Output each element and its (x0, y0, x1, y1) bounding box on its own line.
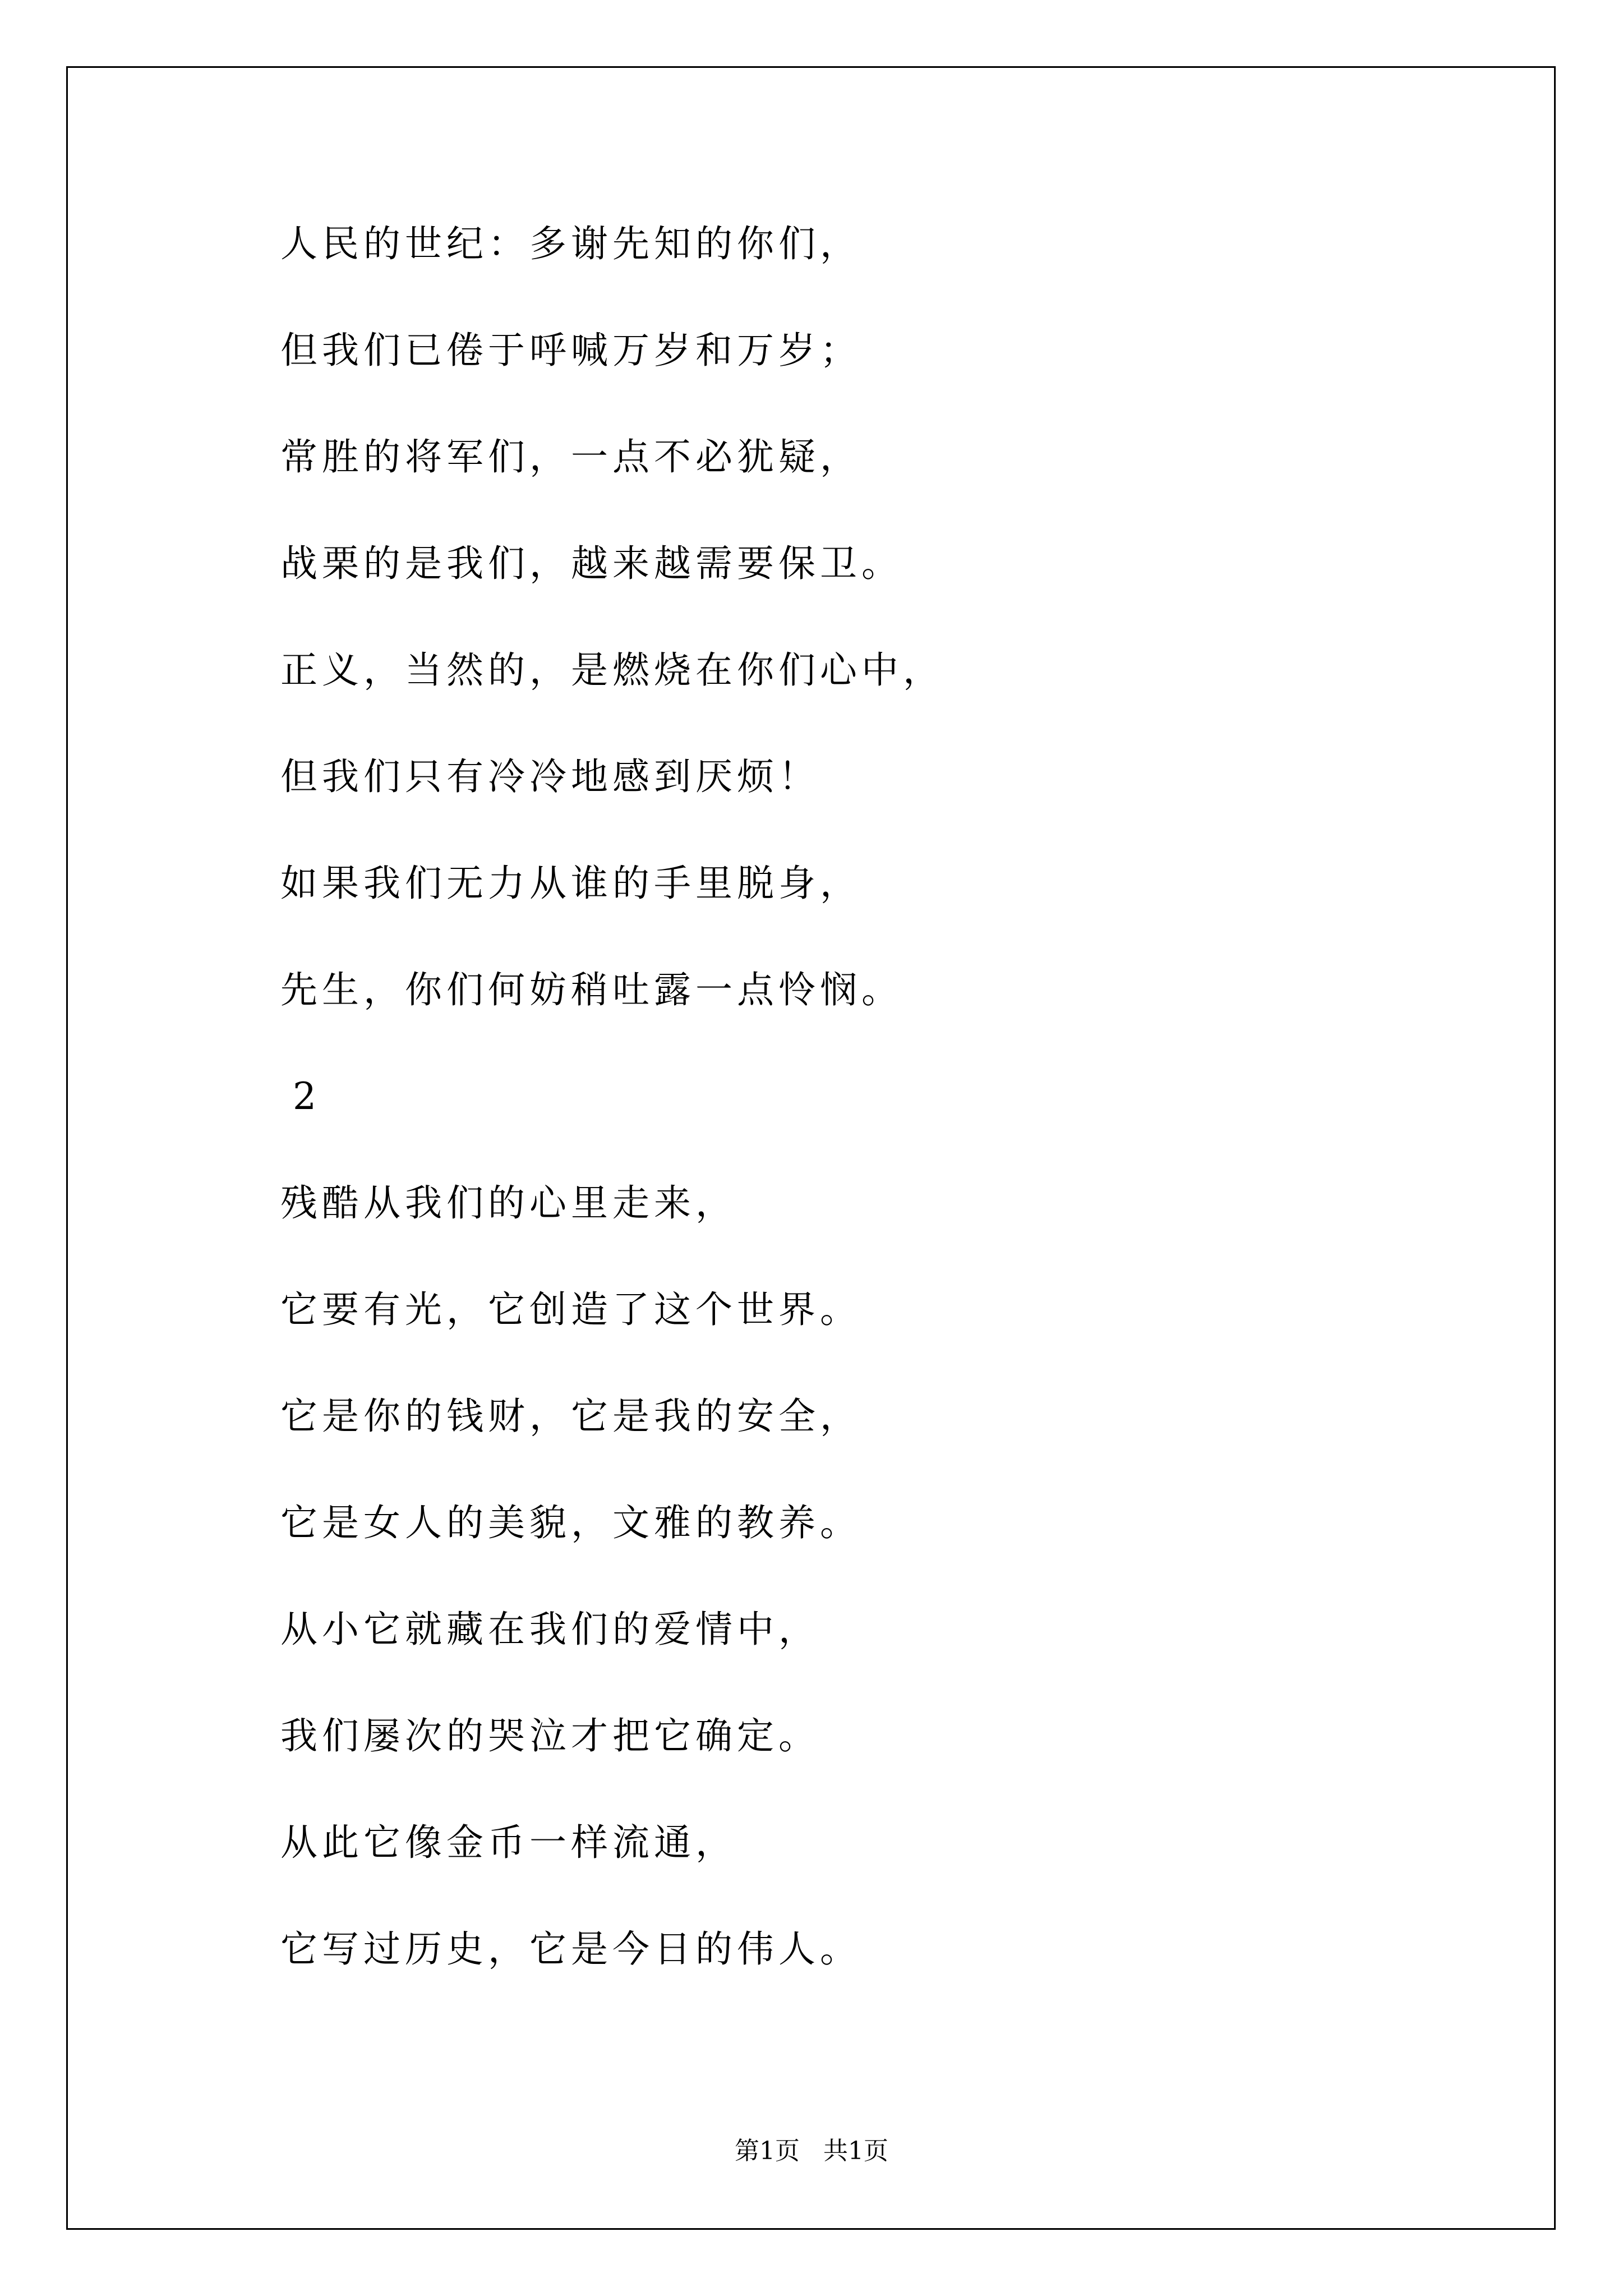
poem-line: 我们屡次的哭泣才把它确定。 (280, 1714, 820, 1757)
poem-line: 但我们只有冷冷地感到厌烦！ (280, 755, 820, 798)
poem-line: 常胜的将军们，一点不必犹疑， (280, 435, 861, 478)
section-number: 2 (293, 1075, 316, 1118)
poem-line: 从此它像金币一样流通， (280, 1821, 737, 1864)
page-footer: 第1页 共1页 (735, 2137, 888, 2165)
poem-line: 先生，你们何妨稍吐露一点怜悯。 (280, 968, 903, 1011)
poem-line: 正义，当然的，是燃烧在你们心中， (280, 648, 944, 692)
poem-line: 但我们已倦于呼喊万岁和万岁； (280, 329, 861, 372)
poem-line: 如果我们无力从谁的手里脱身， (280, 862, 861, 905)
poem-body (280, 222, 1514, 2033)
poem-line: 它写过历史，它是今日的伟人。 (280, 1927, 861, 1971)
poem-line: 从小它就藏在我们的爱情中， (280, 1608, 820, 1651)
poem-line: 战栗的是我们，越来越需要保卫。 (280, 542, 903, 585)
poem-line: 它是你的钱财，它是我的安全， (280, 1395, 861, 1438)
poem-line: 残酷从我们的心里走来， (280, 1181, 737, 1225)
poem-line: 它要有光，它创造了这个世界。 (280, 1288, 861, 1331)
poem-line: 人民的世纪：多谢先知的你们， (280, 222, 861, 265)
poem-line: 它是女人的美貌，文雅的教养。 (280, 1501, 861, 1544)
